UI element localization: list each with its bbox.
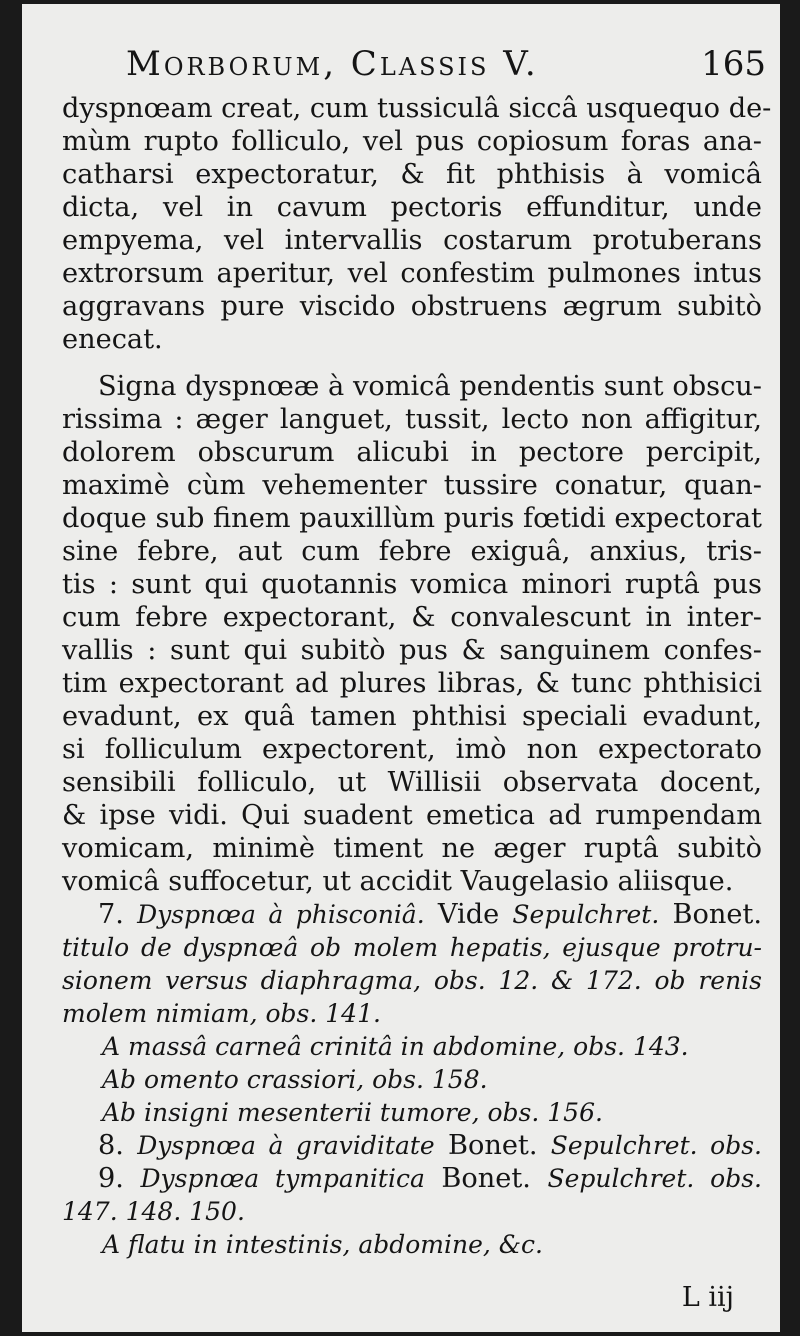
sub-item: A massâ carneâ crinitâ in abdomine, obs. 143.: [102, 1032, 689, 1061]
item-ref-author: Bonet.: [672, 899, 762, 930]
item-ref-work: Sepulchret.: [512, 900, 660, 929]
text-line: vomicam, minimè timent ne æger ruptâ subitò: [62, 833, 762, 864]
text-line: sensibili folliculo, ut Willisii observata docent,: [62, 767, 762, 798]
item-title: Dyspnœa à phisconiâ.: [137, 900, 425, 929]
text-line: vallis : sunt qui subitò pus & sanguinem confes-: [62, 635, 762, 666]
text-line: dyspnœam creat, cum tussiculâ siccâ usquequo de-: [62, 93, 772, 124]
text-line: sine febre, aut cum febre exiguâ, anxius, tris-: [62, 536, 762, 567]
text-line: maximè cùm vehementer tussire conatur, quan-: [62, 470, 762, 501]
signature-mark: L iij: [681, 1282, 734, 1313]
text-line: dolorem obscurum alicubi in pectore percipit,: [62, 437, 762, 468]
text-line: dicta, vel in cavum pectoris effunditur, unde: [62, 192, 762, 223]
paragraph-2: [62, 370, 762, 898]
item-title: Dyspnœa tympanitica: [140, 1164, 425, 1193]
item-number: 9.: [98, 1163, 124, 1194]
text-line: & ipse vidi. Qui suadent emetica ad rumpendam: [62, 800, 762, 831]
text-line: extrorsum aperitur, vel confestim pulmones intus: [62, 258, 762, 289]
sub-item: A flatu in intestinis, abdomine, &c.: [102, 1230, 544, 1259]
item-heading: [62, 1129, 762, 1162]
page-number: 165: [701, 44, 766, 84]
item-ref: Sepulchret. obs.: [547, 1164, 762, 1193]
item-author: Bonet.: [447, 1130, 538, 1161]
book-page: [22, 4, 780, 1332]
item-heading: [62, 898, 762, 931]
item-heading: [62, 1162, 762, 1195]
text-line: sionem versus diaphragma, obs. 12. & 172. ob renis: [62, 966, 762, 995]
text-line: aggravans pure viscido obstruens ægrum subitò: [62, 291, 762, 322]
text-line: tim expectorant ad plures libras, & tunc phthisici: [62, 668, 762, 699]
text-line: catharsi expectoratur, & fit phthisis à vomicâ: [62, 159, 762, 190]
text-line: si folliculum expectorent, imò non expectorato: [62, 734, 762, 765]
text-line: doque sub finem pauxillùm puris fœtidi expectorat: [62, 503, 762, 534]
item-ref: Sepulchret. obs.: [550, 1131, 762, 1160]
item-9: [62, 1162, 762, 1261]
text-line: enecat.: [62, 324, 163, 355]
sub-item: Ab omento crassiori, obs. 158.: [102, 1065, 488, 1094]
item-author: Bonet.: [441, 1163, 531, 1194]
text-line: evadunt, ex quâ tamen phthisi speciali evadunt,: [62, 701, 762, 732]
text-line: molem nimiam, obs. 141.: [62, 999, 381, 1028]
item-7: [62, 898, 762, 1129]
text-line: tis : sunt qui quotannis vomica minori ruptâ pus: [62, 569, 762, 600]
text-line: 147. 148. 150.: [62, 1197, 245, 1226]
text-line: titulo de dyspnœâ ob molem hepatis, ejusque protru-: [62, 933, 762, 962]
sub-item: Ab insigni mesenterii tumore, obs. 156.: [102, 1098, 603, 1127]
page-body: [62, 92, 772, 1261]
item-title: Dyspnœa à graviditate: [137, 1131, 435, 1160]
text-line: rissima : æger languet, tussit, lecto non affigitur,: [62, 404, 762, 435]
running-header: [126, 44, 766, 84]
item-8: [62, 1129, 762, 1162]
text-line: empyema, vel intervallis costarum protuberans: [62, 225, 762, 256]
header-title: Morborum, Classis V.: [126, 44, 539, 84]
text-line: Signa dyspnœæ à vomicâ pendentis sunt obscu-: [98, 371, 762, 402]
text-line: mùm rupto folliculo, vel pus copiosum foras ana-: [62, 126, 762, 157]
item-number: 8.: [98, 1130, 124, 1161]
paragraph-1: [62, 92, 772, 356]
text-line: vomicâ suffocetur, ut accidit Vaugelasio aliisque.: [62, 866, 734, 897]
item-number: 7.: [98, 899, 124, 930]
item-ref-text: Vide: [437, 899, 500, 930]
text-line: cum febre expectorant, & convalescunt in inter-: [62, 602, 762, 633]
